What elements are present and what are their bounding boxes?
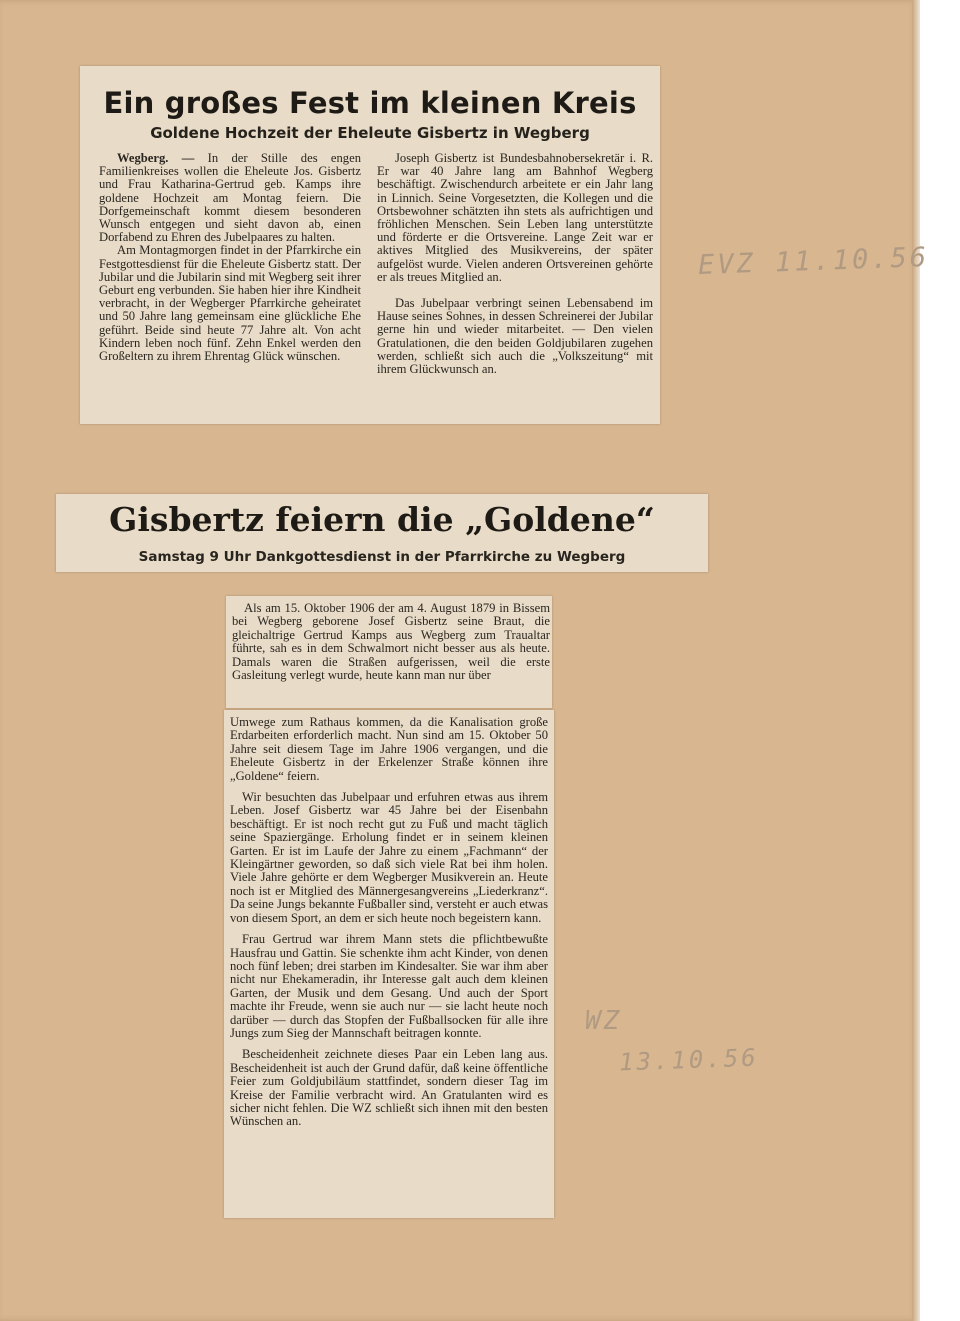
sheet-edge: [912, 0, 920, 1321]
clipping1-headline: Ein großes Fest im kleinen Kreis: [103, 86, 637, 120]
clipping2-paragraph: Wir besuchten das Jubelpaar und erfuhren etwas aus ihrem Leben. Josef Gisbertz war 45 Jahre bei der Eisenbahn beschäftigt. Er ist noch recht gut zu Fuß und macht täglich seine Spaziergänge. Erholung findet er in seinem kleinen Garten. Er ist im Laufe der Jahre zu einem „Fachmann“ der Kleingärtner geworden, so daß sich viele Rat bei ihm holen. Viele Jahre gehörte er dem Wegberger Musikverein an. Heute noch ist er Mitglied des Männergesangvereins „Liederkranz“. Da seine Jungs bekannte Fußballer sind, versteht er auch etwas von diesem Sport, an dem er sich heute noch begeistern kann.: [230, 790, 548, 925]
clipping1-subheadline: Goldene Hochzeit der Eheleute Gisbertz in Wegberg: [150, 124, 590, 142]
clipping1-left-column: [99, 152, 361, 363]
newspaper-clipping-2-part-a: [226, 596, 552, 708]
clipping2-paragraph: Bescheidenheit zeichnete dieses Paar ein Leben lang aus. Bescheidenheit ist auch der Grund dafür, daß keine öffentliche Feier zum Goldjubiläum stattfindet, sondern dieser Tag im Kreise der Familie verbracht wird. An Gratulanten wird es sicher nicht fehlen. Die WZ schließt sich ihnen mit den besten Wünschen an.: [230, 1047, 548, 1129]
clipping1-paragraph: Das Jubelpaar verbringt seinen Lebensabend im Hause seines Sohnes, in dessen Schreinerei der Jubilar gerne hin und wieder mitarbeitet. — Den vielen Gratulationen, die den beiden Goldjubilaren zugehen werden, schließt sich auch die „Volkszeitung“ mit ihrem Glückwunsch an.: [377, 296, 653, 377]
clipping1-paragraph: Wegberg. — In der Stille des engen Familienkreises wollen die Eheleute Jos. Gisbertz und Frau Katharina-Gertrud geb. Kamps ihre goldene Hochzeit am Montag feiern. Die Dorfgemeinschaft kommt diesem besonderen Wunsch entgegen und sieht davon ab, einen Dorfabend zu Ehren des Jubelpaares zu halten.: [99, 151, 361, 245]
clipping2-text-a: [232, 602, 550, 682]
newspaper-clipping-2-headline: [56, 494, 708, 572]
clipping2-text-b: [230, 716, 548, 1129]
newspaper-clipping-2-part-b: [224, 710, 554, 1218]
clipping2-paragraph: Umwege zum Rathaus kommen, da die Kanalisation große Erdarbeiten erforderlich macht. Nun sind am 15. Oktober 50 Jahre seit diesem Tage im Jahre 1906 vergangen, und die Eheleute Gisbertz in der Erkelenzer Straße können ihre „Goldene“ feiern.: [230, 715, 548, 783]
clipping1-right-column: [377, 152, 653, 376]
newspaper-clipping-1: [80, 66, 660, 424]
clipping2-paragraph: Frau Gertrud war ihrem Mann stets die pflichtbewußte Hausfrau und Gattin. Sie schenkte ihm acht Kinder, von denen noch fünf leben; drei starben im Kindesalter. Sie war ihm aber nicht nur Ehekameradin, ihr Interesse galt auch dem kleinen Garten, der Musik und dem Gesang. Und auch der Sport machte ihr Freude, wenn sie auch nur — sie lacht heute noch darüber — durch das Stopfen der Fußballsocken für alle ihre Jungs zum Sieg der Mannschaft beitragen konnte.: [230, 932, 548, 1040]
handwritten-note-source-date: EVZ 11.10.56: [697, 241, 930, 282]
handwritten-note-source: WZ: [585, 1006, 623, 1036]
clipping1-paragraph: Am Montagmorgen findet in der Pfarrkirche ein Festgottesdienst für die Eheleute Gisbertz statt. Der Jubilar und die Jubilarin sind mit Wegberg seit ihrer Geburt eng verbunden. Sie haben hier ihre Kindheit verbracht, in der Wegberger Pfarrkirche geheiratet und 50 Jahre lang gemeinsam eine glückliche Ehe geführt. Beide sind heute 77 Jahre alt. Von acht Kindern leben noch fünf. Zehn Enkel werden den Großeltern zu ihrem Ehrentag Glück wünschen.: [99, 243, 361, 364]
clipping1-paragraph: Joseph Gisbertz ist Bundesbahnobersekretär i. R. Er war 40 Jahre lang am Bahnhof Wegberg beschäftigt. Zwischendurch arbeitete er ein Jahr lang in Linnich. Seine Vorgesetzten, die Kollegen und die Ortsbewohner schätzten ihn stets als aufrichtigen und fröhlichen Menschen. Sein Leben lang unterstützte und förderte er die Ortsvereine. Lange Zeit war er aktives Mitglied des Musikvereins, der später aufgelöst wurde. Vielen anderen Ortsvereinen gehörte er als treues Mitglied an.: [377, 151, 653, 284]
clipping2-headline: Gisbertz feiern die „Goldene“: [109, 500, 655, 539]
clipping2-subheadline: Samstag 9 Uhr Dankgottesdienst in der Pfarrkirche zu Wegberg: [138, 549, 626, 565]
handwritten-note-date: 13.10.56: [618, 1043, 760, 1077]
dateline: Wegberg. —: [117, 151, 195, 165]
clipping2-paragraph: Als am 15. Oktober 1906 der am 4. August 1879 in Bissem bei Wegberg geborene Josef Gisbertz seine Braut, die gleichaltrige Gertrud Kamps aus Wegberg zum Traualtar führte, sah es in dem Schwalmort nicht besser aus als heute. Damals waren die Straßen aufgerissen, weil die erste Gasleitung verlegt wurde, heute kann man nur über: [232, 601, 550, 683]
